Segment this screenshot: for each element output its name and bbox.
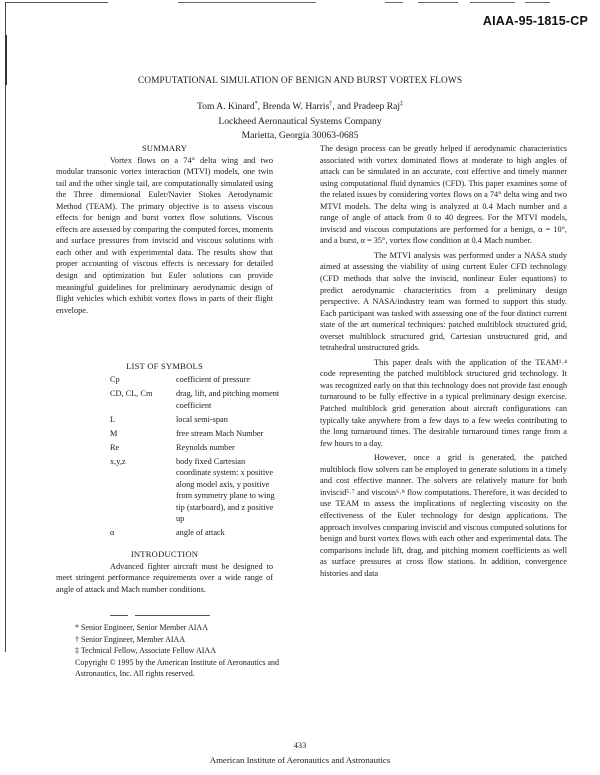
copyright-notice: Copyright © 1995 by the American Institute of Aeronautics and Astronautics, Inc. All rights reserved. bbox=[75, 657, 280, 679]
scan-border-top bbox=[385, 2, 403, 3]
summary-heading: SUMMARY bbox=[141, 143, 188, 153]
footnote-divider bbox=[110, 615, 128, 616]
symbol: L bbox=[110, 414, 116, 424]
summary-section bbox=[56, 143, 273, 316]
footnote: * Senior Engineer, Senior Member AIAA bbox=[75, 623, 208, 632]
page-number: 433 bbox=[293, 741, 307, 750]
symbol: Cp bbox=[110, 375, 120, 384]
scan-border-top bbox=[178, 2, 316, 3]
symbol-row bbox=[110, 374, 281, 386]
author-mark: ‡ bbox=[400, 101, 404, 107]
symbol: Re bbox=[110, 442, 120, 452]
introduction-section bbox=[56, 549, 273, 595]
scan-border-top bbox=[6, 2, 108, 3]
footnote: † Senior Engineer, Member AIAA bbox=[75, 634, 186, 644]
footnote: ‡ Technical Fellow, Associate Fellow AIAA bbox=[75, 646, 216, 656]
paper-title: COMPUTATIONAL SIMULATION OF BENIGN AND BURST VORTEX FLOWS bbox=[137, 76, 463, 86]
symbol-definition: body fixed Cartesian coordinate system: x positive along model axis, y positive from symmetry plane to wing tip (starboard), and z positive up bbox=[176, 456, 275, 523]
author-name: Tom A. Kinard bbox=[196, 101, 255, 113]
affiliation: Lockheed Aeronautical Systems Company bbox=[218, 115, 382, 127]
author-block bbox=[0, 97, 600, 144]
symbol-row bbox=[110, 428, 281, 440]
scan-border-top bbox=[470, 2, 515, 3]
symbol: M bbox=[110, 428, 118, 438]
body-paragraph: The MTVI analysis was performed under a NASA study aimed at assessing the viability of using current Euler CFD technology (CFD methods that solve the inviscid, nonlinear Euler equations) to predict aerodynamic characteristics from a preliminary design perspective. A NASA/industry team was formed to support this study. Each participant was tasked with assessing one of the four distinct current state of the art numerical techniques: patched multiblock structured grid, overset multiblock structured grid, Cartesian unstructured grid, and tetrahedral unstructured grids. bbox=[320, 250, 567, 353]
footnotes bbox=[75, 622, 280, 680]
report-number: AIAA-95-1815-CP bbox=[482, 14, 588, 28]
scan-border-top bbox=[418, 2, 458, 3]
symbol-definition: drag, lift, and pitching moment coefficient bbox=[176, 389, 280, 410]
body-paragraph: However, once a grid is generated, the patched multiblock flow solvers can be employed to generate solutions in a timely and cost effective manner. The solvers are relatively mature for both inviscid⁵˒⁷ and viscous⁶˒⁸ flow computations. Therefore, it was decided to use TEAM to assess the implications of neglecting viscosity on the effectiveness of the Euler technology for design applications. The approach involves comparing inviscid and viscous computed solutions for benign and burst vortex flows with each other and experimental data. The comparisons include lift, drag, and pitching moment coefficients as well as surface pressures at cross flow stations. In addition, convergence histories and data bbox=[320, 453, 567, 578]
footnote-divider bbox=[135, 615, 210, 616]
body-column-right bbox=[320, 143, 567, 579]
symbols-heading-wrap bbox=[56, 361, 273, 373]
symbols-table bbox=[110, 374, 281, 541]
footer-organization: American Institute of Aeronautics and Astronautics bbox=[209, 755, 391, 765]
symbol-row bbox=[110, 388, 281, 411]
scan-border-top bbox=[525, 2, 550, 3]
symbol-definition: Reynolds number bbox=[176, 442, 235, 452]
author-list bbox=[0, 97, 600, 115]
symbol: x,y,z bbox=[110, 456, 126, 466]
summary-text: Vortex flows on a 74° delta wing and two modular transonic vortex interaction (MTVI) models, one twin tail and the other single tail, are computationally simulated using the Three dimensional Euler/Navier Stokes Aerodynamic Method (TEAM). The primary objective is to assess viscous effects for benign and burst vortex flow solutions. Viscous effects are assessed by comparing the computed forces, moments and surface pressures from inviscid and viscous solutions with each other and with experimental data. The results show that proper accounting of viscous effects is necessary for detailed design and optimization but Euler solutions can provide meaningful guidelines for preliminary aerodynamic design of flight vehicles which exhibit vortex flows in parts of their flight envelope. bbox=[56, 155, 273, 315]
symbol-row bbox=[110, 456, 281, 525]
body-paragraph: The design process can be greatly helped if aerodynamic characteristics associated with vortex dominated flows at moderate to high angles of attack can be simulated in an accurate, cost effective and timely manner using computational fluid dynamics (CFD). This paper examines some of the related issues by considering vortex flows on a 74° delta wing and two MTVI models. The delta wing is analyzed at 0.4 Mach number and a range of angle of attack from 0 to 40 degrees. For the MTVI models, inviscid and viscous computations are performed for a benign, α = 10°, and a burst, α = 35°, vortex flow condition at 0.4 Mach number. bbox=[320, 144, 567, 246]
introduction-text: Advanced fighter aircraft must be designed to meet stringent performance requirements over a wide range of angle of attack and Mach number conditions. bbox=[56, 561, 273, 594]
author-name: Pradeep Raj bbox=[353, 101, 401, 113]
introduction-heading: INTRODUCTION bbox=[130, 549, 199, 559]
symbol-row bbox=[110, 414, 281, 426]
symbol-definition: local semi-span bbox=[176, 414, 228, 424]
symbol: CD, CL, Cm bbox=[110, 389, 153, 398]
symbols-heading: LIST OF SYMBOLS bbox=[126, 361, 203, 371]
author-mark: † bbox=[329, 101, 333, 107]
symbol-definition: free stream Mach Number bbox=[176, 428, 264, 438]
symbol-row bbox=[110, 527, 281, 539]
symbol-definition: angle of attack bbox=[176, 528, 225, 537]
author-separator: , bbox=[257, 101, 263, 113]
author-mark: * bbox=[254, 101, 258, 107]
symbol-row bbox=[110, 442, 281, 454]
author-name: Brenda W. Harris bbox=[262, 101, 330, 113]
location: Marietta, Georgia 30063-0685 bbox=[241, 130, 359, 142]
author-separator: , and bbox=[332, 101, 354, 113]
symbol-definition: coefficient of pressure bbox=[176, 375, 251, 384]
symbol: α bbox=[110, 528, 115, 537]
body-paragraph: This paper deals with the application of the TEAM¹˒⁴ code representing the patched multiblock structured grid technology. It was recognized early on that this technology does not provide fast enough turnaround to be fully effective in a typical preliminary design exercise. Patched multiblock grid generation about aircraft configurations can typically take anywhere from a few days to a few weeks contributing to the long turnaround times. The desirable turnaround times range from a few hours to a day. bbox=[320, 357, 567, 448]
